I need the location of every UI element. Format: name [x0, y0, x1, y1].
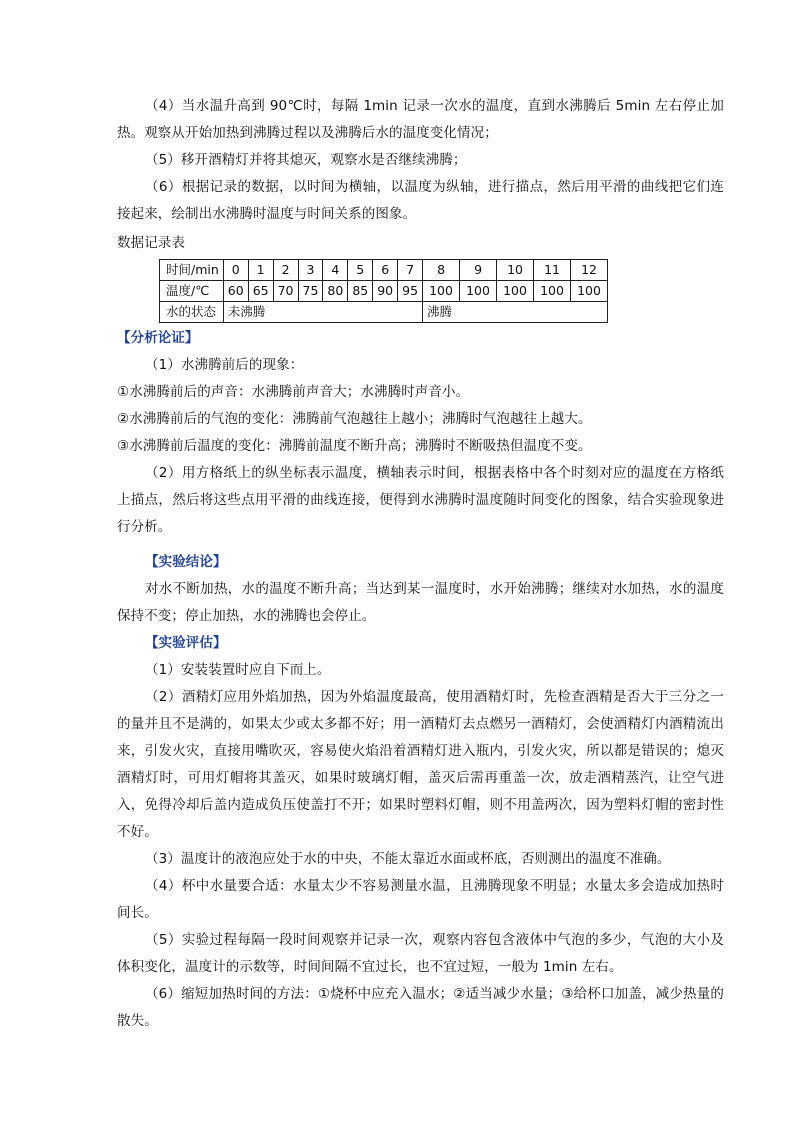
temp-cell: 65: [248, 281, 273, 302]
data-record-table: [159, 259, 608, 323]
document-body: [117, 93, 724, 1035]
step-5: （5）移开酒精灯并将其熄灭，观察水是否继续沸腾；: [145, 152, 467, 168]
evaluation-item: （1）安装装置时应自下而上。: [145, 662, 331, 678]
analysis-item: ③水沸腾前后温度的变化：沸腾前温度不断升高；沸腾时不断吸热但温度不变。: [117, 438, 592, 454]
temp-cell: 80: [323, 281, 348, 302]
evaluation-item: （4）杯中水量要合适：水量太少不容易测量水温，且沸腾现象不明显；水量太多会造成加热时间长。: [117, 878, 724, 921]
time-cell: 10: [497, 260, 534, 281]
time-cell: 8: [423, 260, 460, 281]
temp-label-cell: 温度/℃: [160, 281, 224, 302]
state-label-cell: 水的状态: [160, 302, 224, 323]
step-4: （4）当水温升高到 90℃时，每隔 1min 记录一次水的温度，直到水沸腾后 5min 左右停止加热。观察从开始加热到沸腾过程以及沸腾后水的温度变化情况；: [117, 98, 724, 141]
temp-cell: 100: [534, 281, 571, 302]
state-before-cell: 未沸腾: [223, 302, 422, 323]
temp-cell: 100: [497, 281, 534, 302]
analysis-item: ①水沸腾前后的声音：水沸腾前声音大；水沸腾时声音小。: [117, 384, 470, 400]
time-cell: 12: [571, 260, 608, 281]
conclusion-text: 对水不断加热，水的温度不断升高；当达到某一温度时，水开始沸腾；继续对水加热，水的温度保持不变；停止加热，水的沸腾也会停止。: [117, 581, 724, 624]
time-cell: 4: [323, 260, 348, 281]
temp-cell: 75: [298, 281, 323, 302]
table-row-time: [160, 260, 608, 281]
evaluation-item: （3）温度计的液泡应处于水的中央，不能太靠近水面或杯底，否则测出的温度不准确。: [145, 851, 671, 867]
step-6: （6）根据记录的数据，以时间为横轴，以温度为纵轴，进行描点，然后用平滑的曲线把它们连接起来，绘制出水沸腾时温度与时间关系的图象。: [117, 179, 724, 222]
time-cell: 2: [273, 260, 298, 281]
analysis-p2: （2）用方格纸上的纵坐标表示温度，横轴表示时间，根据表格中各个时刻对应的温度在方格纸上描点，然后将这些点用平滑的曲线连接，便得到水沸腾时温度随时间变化的图象，结合实验现象进行分析。: [117, 465, 724, 535]
time-cell: 11: [534, 260, 571, 281]
analysis-item: ②水沸腾前后的气泡的变化：沸腾前气泡越往上越小；沸腾时气泡越往上越大。: [117, 411, 592, 427]
temp-cell: 85: [348, 281, 373, 302]
evaluation-item: （6）缩短加热时间的方法：①烧杯中应充入温水；②适当减少水量；③给杯口加盖，减少热量的散失。: [117, 986, 724, 1029]
evaluation-item: （5）实验过程每隔一段时间观察并记录一次，观察内容包含液体中气泡的多少，气泡的大小及体积变化，温度计的示数等，时间间隔不宜过长，也不宜过短，一般为 1min 左右。: [117, 932, 724, 975]
temp-cell: 100: [571, 281, 608, 302]
time-cell: 6: [373, 260, 398, 281]
analysis-p1: （1）水沸腾前后的现象：: [145, 357, 304, 373]
time-cell: 7: [398, 260, 423, 281]
temp-cell: 100: [423, 281, 460, 302]
evaluation-heading: 【实验评估】: [145, 635, 227, 651]
conclusion-heading: 【实验结论】: [145, 554, 227, 570]
temp-cell: 100: [460, 281, 497, 302]
table-row-state: [160, 302, 608, 323]
table-row-temperature: [160, 281, 608, 302]
temp-cell: 70: [273, 281, 298, 302]
temp-cell: 90: [373, 281, 398, 302]
evaluation-item: （2）酒精灯应用外焰加热，因为外焰温度最高，使用酒精灯时，先检查酒精是否大于三分之一的量并且不是满的，如果太少或太多都不好；用一酒精灯去点燃另一酒精灯，会使酒精灯内酒精流出来，引发火灾，直接用嘴吹灭，容易使火焰沿着酒精灯进入瓶内，引发火灾，所以都是错误的；熄灭酒精灯时，可用灯帽将其盖灭，如果时玻璃灯帽，盖灭后需再重盖一次，放走酒精蒸汽，让空气进入，免得冷却后盖内造成负压使盖打不开；如果时塑料灯帽，则不用盖两次，因为塑料灯帽的密封性不好。: [117, 689, 724, 840]
time-cell: 9: [460, 260, 497, 281]
time-label-cell: 时间/min: [160, 260, 224, 281]
time-cell: 3: [298, 260, 323, 281]
temp-cell: 95: [398, 281, 423, 302]
time-cell: 1: [248, 260, 273, 281]
state-after-cell: 沸腾: [423, 302, 608, 323]
temp-cell: 60: [223, 281, 248, 302]
analysis-heading: 【分析论证】: [117, 330, 199, 346]
time-cell: 0: [223, 260, 248, 281]
time-cell: 5: [348, 260, 373, 281]
table-caption: 数据记录表: [117, 235, 185, 251]
